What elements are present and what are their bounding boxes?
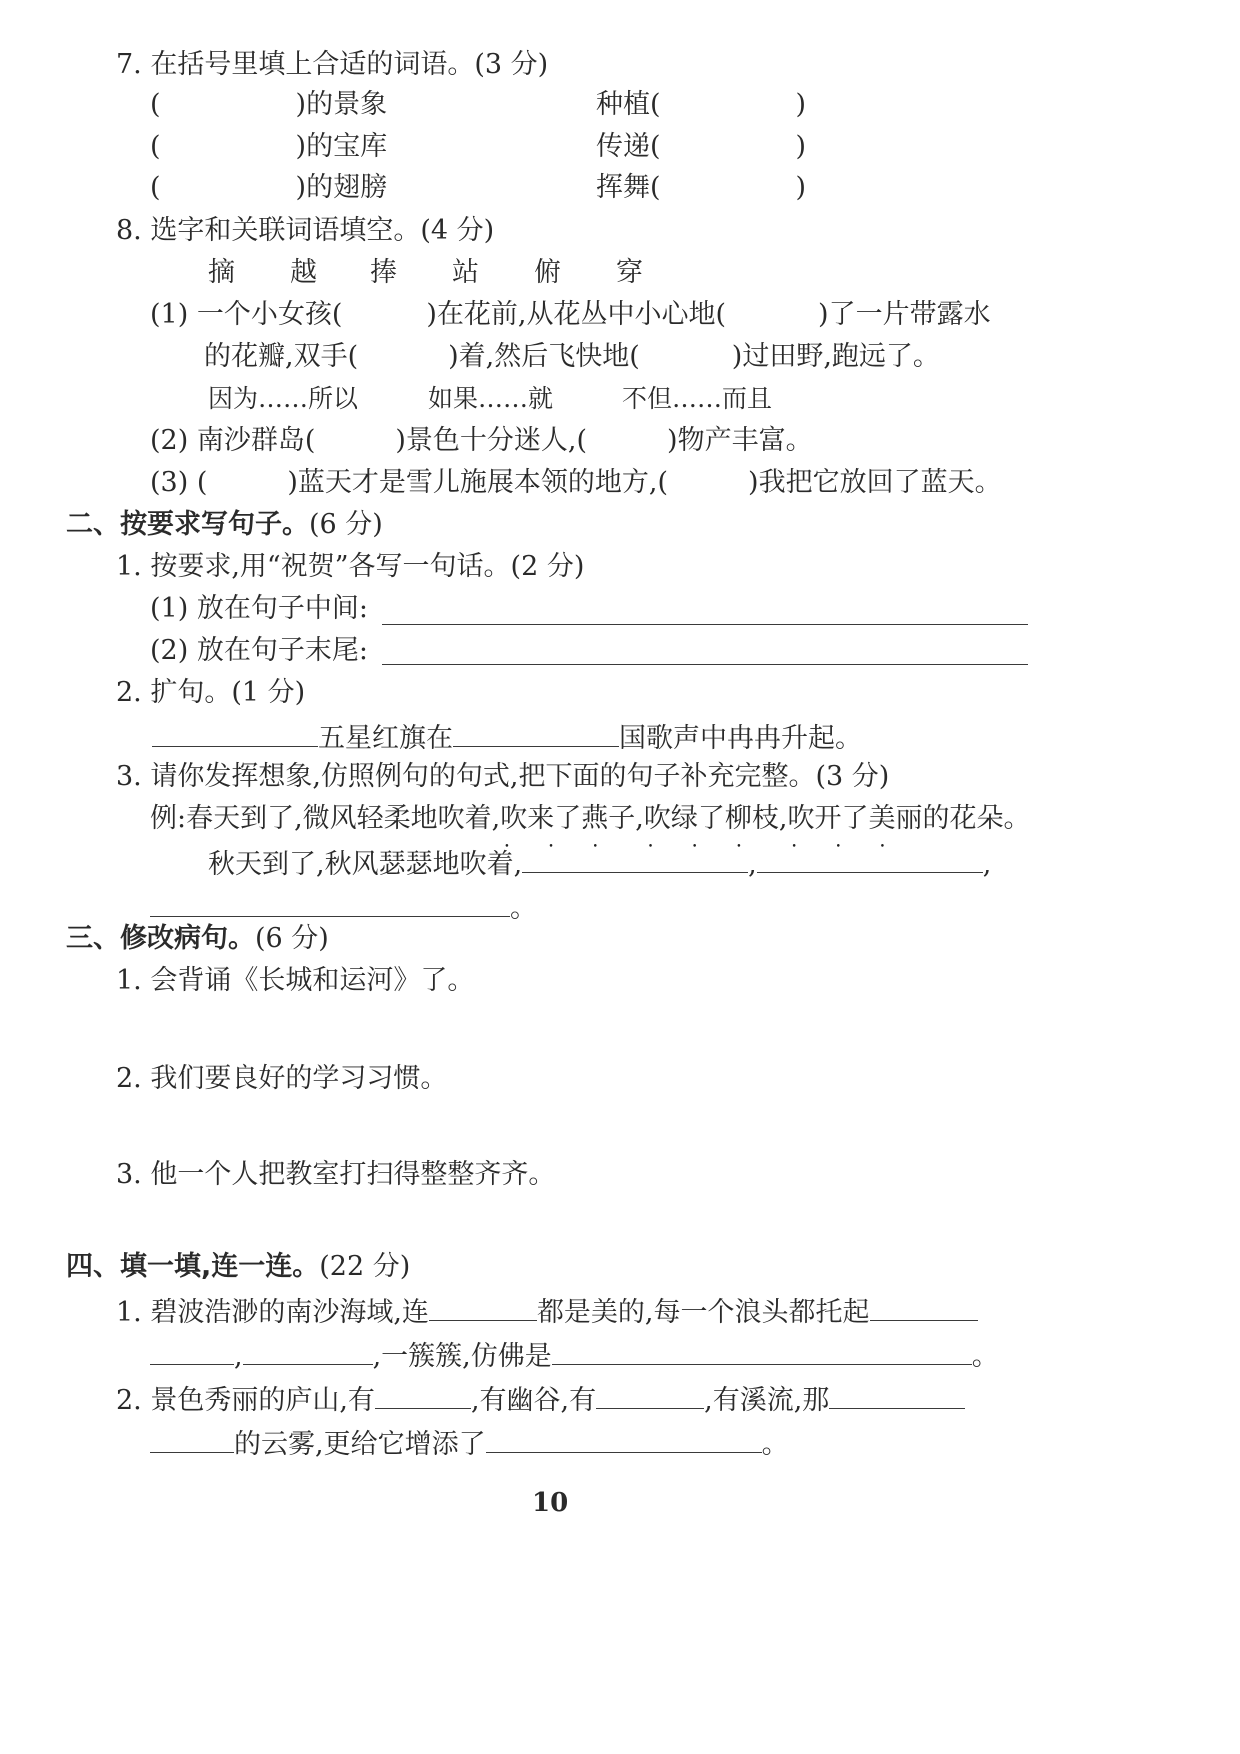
q8-sentence-1b xyxy=(204,340,940,374)
sec4-q1-a: 1. 碧波浩渺的南沙海域,连 xyxy=(116,1297,429,1328)
section-4-title xyxy=(66,1250,410,1284)
section-3-heading: 三、修改病句。 xyxy=(66,923,255,954)
section-4-points: (22 分) xyxy=(319,1251,411,1282)
sec4-q1-line1 xyxy=(116,1292,978,1330)
q8-s2-mid: )景色十分迷人,( xyxy=(395,425,588,456)
q8-char-5: 俯 xyxy=(534,257,561,288)
section-2-heading: 二、按要求写句子。 xyxy=(66,509,309,540)
sec4-q2-line2 xyxy=(150,1424,789,1462)
sec2-q3: 3. 请你发挥想象,仿照例句的句式,把下面的句子补充完整。(3 分) xyxy=(116,761,890,792)
q8-sentence-1a xyxy=(150,298,991,332)
q8-s2-end: )物产丰富。 xyxy=(667,425,813,456)
sec2-task-blank-2[interactable] xyxy=(757,844,983,873)
q8-connective-1: 因为……所以 xyxy=(208,384,359,413)
q8-title: 8. 选字和关联词语填空。(4 分) xyxy=(116,215,495,246)
q7-left-1: ( )的景象 xyxy=(150,89,388,120)
q8-connective-3: 不但……而且 xyxy=(622,384,773,413)
sec2-q1-b-answer-line[interactable] xyxy=(382,664,1028,665)
sec4-q1-c: ,一簇簇,仿佛是 xyxy=(372,1341,552,1372)
q8-char-1: 摘 xyxy=(208,257,235,288)
q7-right-2: 传递( ) xyxy=(596,131,807,162)
sec2-q2-blank-1[interactable] xyxy=(152,718,318,747)
sec4-q1-blank-4[interactable] xyxy=(243,1336,373,1365)
sec2-q3-example xyxy=(150,802,1030,836)
q7-left-3: ( )的翅膀 xyxy=(150,172,388,203)
sec4-q2-d: 的云雾,更给它增添了 xyxy=(234,1429,486,1460)
q8-char-2: 越 xyxy=(290,257,317,288)
sec4-q1-blank-5[interactable] xyxy=(552,1336,972,1365)
sec4-q2-line1 xyxy=(116,1380,965,1418)
sec4-q2-blank-2[interactable] xyxy=(596,1380,704,1409)
sec2-task-comma-2: , xyxy=(982,849,992,880)
q8-s1b-mid: )着,然后飞快地( xyxy=(448,341,640,372)
sec2-q3-task-line2 xyxy=(150,888,537,926)
q7-right-3: 挥舞( ) xyxy=(596,172,807,203)
sec2-example-b: 吹来了燕子, • • • xyxy=(500,802,644,836)
sec4-q2-blank-1[interactable] xyxy=(375,1380,471,1409)
sec2-example-a: 例:春天到了,微风轻柔地吹着, xyxy=(150,803,501,834)
sec4-q1-blank-2[interactable] xyxy=(870,1292,978,1321)
sec2-task-blank-1[interactable] xyxy=(522,844,748,873)
sec4-q1-period: 。 xyxy=(971,1341,999,1372)
sec4-q2-period: 。 xyxy=(761,1429,789,1460)
q8-s1a-end: )了一片带露水 xyxy=(818,299,991,330)
q8-s3-pre: (3) ( xyxy=(150,467,208,498)
section-2-points: (6 分) xyxy=(309,509,383,540)
sec2-q1-b: (2) 放在句子末尾: xyxy=(150,635,368,666)
sec4-q2-a: 2. 景色秀丽的庐山,有 xyxy=(116,1385,375,1416)
sec2-task-comma-1: , xyxy=(748,849,757,880)
q8-connective-2: 如果……就 xyxy=(428,384,554,413)
section-3-title xyxy=(66,922,329,956)
q8-sentence-2 xyxy=(150,424,813,458)
sec4-q1-b: 都是美的,每一个浪头都托起 xyxy=(536,1297,870,1328)
sec2-task-period: 。 xyxy=(510,893,537,924)
sec3-item-2: 2. 我们要良好的学习习惯。 xyxy=(116,1063,448,1094)
q7-title: 7. 在括号里填上合适的词语。(3 分) xyxy=(116,49,549,80)
sec2-q2-sentence xyxy=(152,718,862,756)
sec3-item-3: 3. 他一个人把教室打扫得整整齐齐。 xyxy=(116,1159,556,1190)
sec2-task-blank-3[interactable] xyxy=(150,888,510,917)
sec2-q1: 1. 按要求,用“祝贺”各写一句话。(2 分) xyxy=(116,551,585,582)
q7-left-2: ( )的宝库 xyxy=(150,131,388,162)
q8-sentence-3 xyxy=(150,466,1002,500)
sec2-example-d: 吹开了美丽的花朵。 • • • xyxy=(787,802,1030,836)
sec2-example-c: 吹绿了柳枝, • • • xyxy=(644,802,788,836)
q8-s1b-end: )过田野,跑远了。 xyxy=(731,341,940,372)
sec2-task-text: 秋天到了,秋风瑟瑟地吹着, xyxy=(208,849,523,880)
q8-s3-end: )我把它放回了蓝天。 xyxy=(748,467,1002,498)
sec4-q1-line2 xyxy=(150,1336,999,1374)
sec2-q2-blank-2[interactable] xyxy=(453,718,619,747)
page-number: 10 xyxy=(532,1488,569,1518)
q8-char-3: 捧 xyxy=(370,257,397,288)
q7-right-1: 种植( ) xyxy=(596,89,807,120)
sec2-q2-mid: 五星红旗在 xyxy=(318,723,453,754)
sec4-q2-blank-3[interactable] xyxy=(829,1380,965,1409)
sec2-q2: 2. 扩句。(1 分) xyxy=(116,677,306,708)
sec3-item-1: 1. 会背诵《长城和运河》了。 xyxy=(116,965,475,996)
q8-s1b-pre: 的花瓣,双手( xyxy=(204,341,359,372)
sec2-q3-task xyxy=(208,844,991,882)
q8-s1a-mid: )在花前,从花丛中小心地( xyxy=(426,299,727,330)
section-4-heading: 四、填一填,连一连。 xyxy=(66,1251,320,1282)
sec4-q2-b: ,有幽谷,有 xyxy=(470,1385,597,1416)
section-2-title xyxy=(66,508,383,542)
sec4-q2-blank-5[interactable] xyxy=(486,1424,762,1453)
sec2-q1-a-answer-line[interactable] xyxy=(382,624,1028,625)
q8-char-6: 穿 xyxy=(616,257,643,288)
sec4-q2-c: ,有溪流,那 xyxy=(704,1385,830,1416)
sec4-q1-blank-1[interactable] xyxy=(429,1292,537,1321)
q8-char-4: 站 xyxy=(452,257,479,288)
q8-s2-pre: (2) 南沙群岛( xyxy=(150,425,316,456)
sec2-q1-a: (1) 放在句子中间: xyxy=(150,593,368,624)
q8-s1a-pre: (1) 一个小女孩( xyxy=(150,299,343,330)
sec2-q2-end: 国歌声中冉冉升起。 xyxy=(619,723,862,754)
q8-s3-mid: )蓝天才是雪儿施展本领的地方,( xyxy=(287,467,669,498)
sec4-q1-comma: , xyxy=(234,1341,243,1372)
section-3-points: (6 分) xyxy=(255,923,329,954)
sec4-q1-blank-3[interactable] xyxy=(150,1336,234,1365)
sec4-q2-blank-4[interactable] xyxy=(150,1424,234,1453)
